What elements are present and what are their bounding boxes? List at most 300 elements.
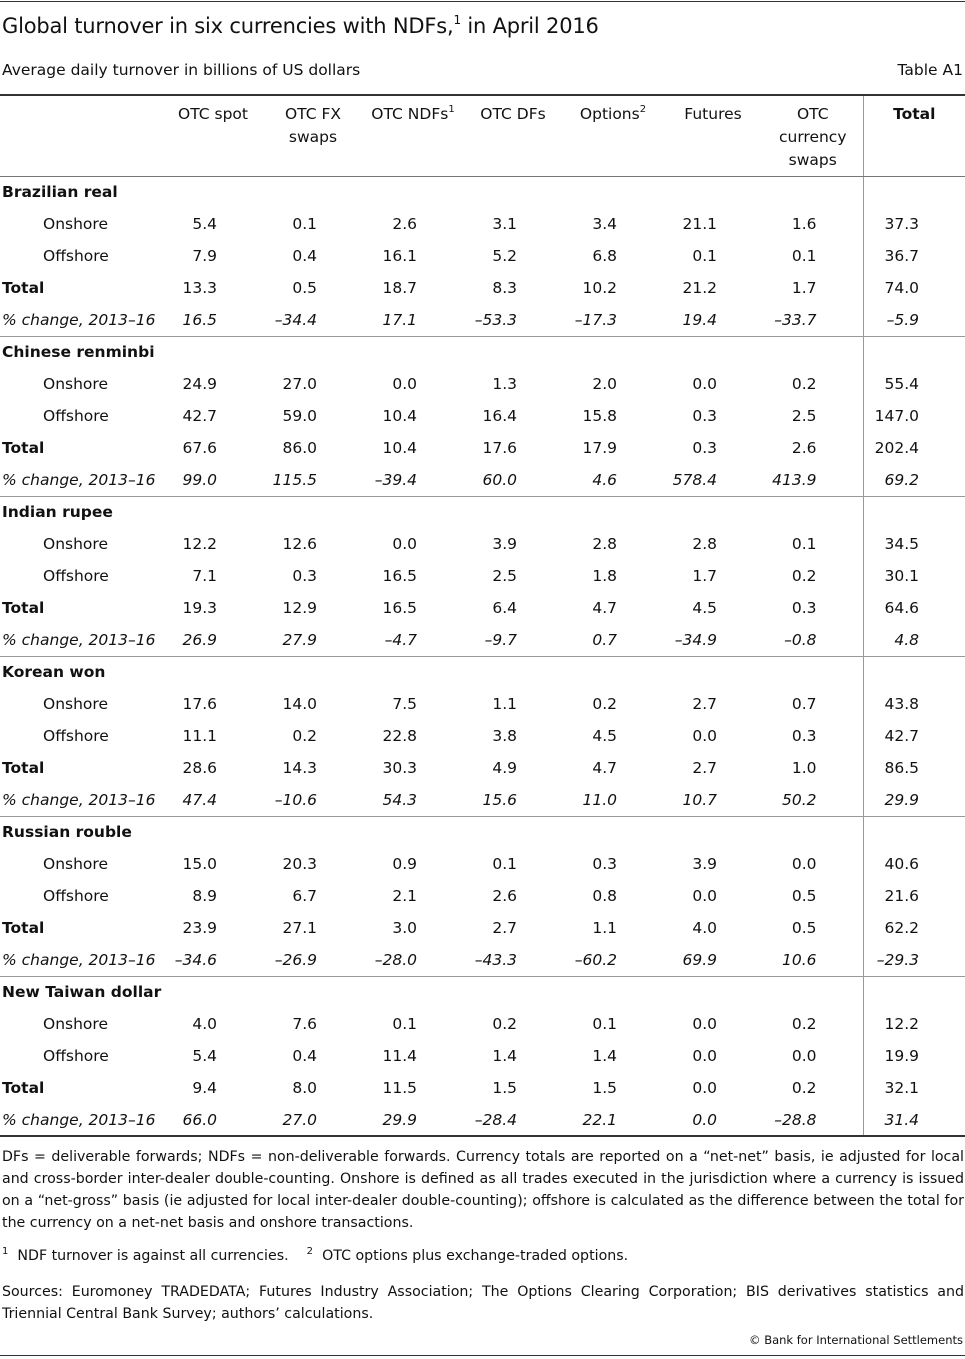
value-cell: 11.4 (382, 1047, 417, 1065)
value-cell: 1.5 (492, 1079, 517, 1097)
total-row (0, 912, 965, 944)
row-label: Offshore (43, 567, 109, 585)
value-cell: 0.2 (791, 1015, 817, 1033)
currency-name: Russian rouble (2, 823, 132, 842)
total-cell: 86.5 (863, 752, 965, 784)
column-header (863, 95, 965, 176)
empty-cell (263, 656, 363, 688)
value-cell: 3.8 (492, 727, 517, 745)
total-cell: 55.4 (863, 368, 965, 400)
value-cell: 0.1 (791, 535, 817, 553)
value-cell: 1.4 (592, 1047, 617, 1065)
table-header-row (0, 95, 965, 176)
value-cell: 0.3 (692, 439, 717, 457)
value-cell: 0.0 (692, 1047, 717, 1065)
value-cell: 29.9 (363, 1104, 463, 1136)
empty-cell (163, 176, 263, 208)
value-cell: 13.3 (182, 279, 217, 297)
total-cell: 42.7 (863, 720, 965, 752)
bottom-rule (0, 1355, 965, 1356)
value-cell: 16.5 (163, 304, 263, 336)
page-subtitle: Average daily turnover in billions of US dollars (2, 61, 361, 79)
row-label: % change, 2013–16 (0, 1104, 163, 1136)
value-cell: 50.2 (763, 784, 863, 816)
empty-cell (363, 496, 463, 528)
value-cell: 4.5 (692, 599, 717, 617)
column-header (563, 95, 663, 176)
value-cell: 0.0 (692, 887, 717, 905)
empty-cell (863, 336, 965, 368)
value-cell: 0.0 (692, 1079, 717, 1097)
total-cell: 21.6 (863, 880, 965, 912)
value-cell: 4.6 (563, 464, 663, 496)
empty-cell (763, 656, 863, 688)
empty-cell (563, 176, 663, 208)
footnote-text: OTC options plus exchange-traded options. (322, 1248, 629, 1264)
total-cell: 40.6 (863, 848, 965, 880)
value-cell: 2.5 (492, 567, 517, 585)
row-label: Offshore (43, 407, 109, 425)
row-label: % change, 2013–16 (0, 464, 163, 496)
value-cell: 10.7 (663, 784, 763, 816)
value-cell: 59.0 (282, 407, 317, 425)
footnotes (2, 1248, 628, 1264)
value-cell: 0.0 (692, 375, 717, 393)
value-cell: 7.9 (192, 247, 217, 265)
value-cell: 0.2 (791, 1079, 817, 1097)
currency-name: Brazilian real (2, 183, 118, 202)
table-notes: DFs = deliverable forwards; NDFs = non-deliverable forwards. Currency totals are reported on a “net-net” basis, ie adjusted for local and cross-border inter-dealer double-counting. Onshore is defined as all trades executed in the jurisdiction where a currency is issued on a “net-gross” basis (ie adjusted for local inter-dealer double-counting); offshore is calculated as the difference between the total for the currency on a net-net basis and onshore transactions. (2, 1149, 964, 1231)
column-header-label: OTC FX swaps (284, 105, 342, 146)
empty-cell (263, 976, 363, 1008)
value-cell: 18.7 (382, 279, 417, 297)
column-footnote-marker: 1 (448, 104, 455, 115)
column-header-label: OTC NDFs (371, 105, 449, 123)
row-label: Offshore (43, 1047, 109, 1065)
value-cell: –43.3 (463, 944, 563, 976)
empty-cell (863, 816, 965, 848)
total-cell: 32.1 (863, 1072, 965, 1104)
value-cell: –26.9 (263, 944, 363, 976)
value-cell: 4.5 (592, 727, 617, 745)
empty-cell (263, 176, 363, 208)
empty-cell (163, 656, 263, 688)
empty-cell (263, 496, 363, 528)
value-cell: 7.1 (192, 567, 217, 585)
onshore-row (0, 528, 965, 560)
value-cell: 3.0 (392, 919, 417, 937)
value-cell: 4.0 (692, 919, 717, 937)
row-label: Total (2, 1079, 45, 1097)
value-cell: 413.9 (763, 464, 863, 496)
turnover-table (0, 94, 965, 1137)
value-cell: 1.6 (791, 215, 817, 233)
value-cell: –60.2 (563, 944, 663, 976)
value-cell: 1.7 (692, 567, 717, 585)
value-cell: 16.5 (382, 567, 417, 585)
value-cell: 0.2 (292, 727, 317, 745)
value-cell: 17.6 (482, 439, 517, 457)
row-label: Onshore (43, 855, 108, 873)
value-cell: 27.0 (263, 1104, 363, 1136)
empty-cell (763, 176, 863, 208)
empty-cell (663, 976, 763, 1008)
onshore-row (0, 368, 965, 400)
value-cell: 0.0 (791, 1047, 817, 1065)
value-cell: 4.0 (192, 1015, 217, 1033)
pct-change-row (0, 464, 965, 496)
footnote-marker: 1 (2, 1246, 9, 1257)
total-row (0, 592, 965, 624)
value-cell: 27.0 (282, 375, 317, 393)
total-row (0, 272, 965, 304)
value-cell: 0.1 (292, 215, 317, 233)
value-cell: 9.4 (192, 1079, 217, 1097)
value-cell: 12.9 (282, 599, 317, 617)
empty-cell (563, 336, 663, 368)
value-cell: 0.3 (692, 407, 717, 425)
value-cell: 1.8 (592, 567, 617, 585)
empty-cell (163, 336, 263, 368)
column-header-label: OTC currency swaps (778, 105, 847, 169)
value-cell: 14.0 (282, 695, 317, 713)
offshore-row (0, 400, 965, 432)
row-label: % change, 2013–16 (0, 624, 163, 656)
value-cell: 0.3 (292, 567, 317, 585)
value-cell: 0.0 (791, 855, 817, 873)
value-cell: 16.1 (382, 247, 417, 265)
title-footnote-marker: 1 (453, 13, 461, 27)
currency-name: Chinese renminbi (2, 343, 155, 362)
value-cell: 0.1 (492, 855, 517, 873)
empty-cell (763, 976, 863, 1008)
empty-cell (563, 656, 663, 688)
value-cell: 0.0 (663, 1104, 763, 1136)
column-header-label: Total (893, 105, 936, 123)
value-cell: –39.4 (363, 464, 463, 496)
empty-cell (663, 336, 763, 368)
value-cell: 0.4 (292, 247, 317, 265)
value-cell: 1.4 (492, 1047, 517, 1065)
total-row (0, 752, 965, 784)
value-cell: 6.7 (292, 887, 317, 905)
value-cell: 2.6 (392, 215, 417, 233)
empty-cell (363, 816, 463, 848)
column-header (463, 95, 563, 176)
value-cell: 0.5 (292, 279, 317, 297)
total-cell: 4.8 (863, 624, 965, 656)
value-cell: 14.3 (282, 759, 317, 777)
value-cell: 23.9 (182, 919, 217, 937)
value-cell: 30.3 (382, 759, 417, 777)
total-cell: 34.5 (863, 528, 965, 560)
column-header (163, 95, 263, 176)
value-cell: 1.5 (592, 1079, 617, 1097)
empty-cell (663, 176, 763, 208)
currency-name: Indian rupee (2, 503, 113, 522)
empty-cell (163, 976, 263, 1008)
sources: Sources: Euromoney TRADEDATA; Futures Industry Association; The Options Clearing Corporation; BIS derivatives statistics and Triennial Central Bank Survey; authors’ calculations. (2, 1284, 964, 1322)
value-cell: 54.3 (363, 784, 463, 816)
row-label: Total (2, 439, 45, 457)
value-cell: 5.2 (492, 247, 517, 265)
empty-cell (463, 976, 563, 1008)
total-cell: 31.4 (863, 1104, 965, 1136)
offshore-row (0, 1040, 965, 1072)
empty-cell (863, 176, 965, 208)
value-cell: 42.7 (182, 407, 217, 425)
value-cell: 22.8 (382, 727, 417, 745)
empty-cell (663, 656, 763, 688)
value-cell: 578.4 (663, 464, 763, 496)
total-cell: 64.6 (863, 592, 965, 624)
currency-group-row (0, 496, 965, 528)
value-cell: –28.0 (363, 944, 463, 976)
value-cell: 0.7 (791, 695, 817, 713)
value-cell: 0.8 (592, 887, 617, 905)
value-cell: 3.9 (692, 855, 717, 873)
row-label: % change, 2013–16 (0, 944, 163, 976)
value-cell: 10.4 (382, 407, 417, 425)
value-cell: –33.7 (763, 304, 863, 336)
value-cell: 10.2 (582, 279, 617, 297)
empty-cell (763, 816, 863, 848)
value-cell: 7.5 (392, 695, 417, 713)
value-cell: 22.1 (563, 1104, 663, 1136)
top-rule (0, 1, 965, 2)
total-cell: 19.9 (863, 1040, 965, 1072)
offshore-row (0, 720, 965, 752)
footnote-text: NDF turnover is against all currencies. (17, 1248, 289, 1264)
value-cell: 2.8 (592, 535, 617, 553)
row-label: Onshore (43, 375, 108, 393)
currency-group-row (0, 816, 965, 848)
total-cell: 147.0 (863, 400, 965, 432)
total-cell: 36.7 (863, 240, 965, 272)
value-cell: 60.0 (463, 464, 563, 496)
value-cell: 5.4 (192, 1047, 217, 1065)
empty-cell (763, 496, 863, 528)
empty-cell (163, 816, 263, 848)
row-label: Onshore (43, 215, 108, 233)
value-cell: –4.7 (363, 624, 463, 656)
offshore-row (0, 880, 965, 912)
value-cell: 2.1 (392, 887, 417, 905)
value-cell: 21.1 (682, 215, 717, 233)
value-cell: 3.9 (492, 535, 517, 553)
total-cell: –5.9 (863, 304, 965, 336)
empty-cell (563, 976, 663, 1008)
row-label: Offshore (43, 247, 109, 265)
page-title: Global turnover in six currencies with NDFs,$^1$ in April 2016 (2, 13, 599, 38)
empty-cell (863, 496, 965, 528)
value-cell: 0.3 (791, 599, 817, 617)
row-label: Onshore (43, 535, 108, 553)
total-cell: 62.2 (863, 912, 965, 944)
footnote-marker: 2 (306, 1246, 314, 1257)
empty-cell (363, 656, 463, 688)
onshore-row (0, 688, 965, 720)
value-cell: 10.6 (763, 944, 863, 976)
empty-cell (563, 816, 663, 848)
total-cell: 29.9 (863, 784, 965, 816)
value-cell: 0.1 (392, 1015, 417, 1033)
value-cell: 66.0 (163, 1104, 263, 1136)
value-cell: 8.9 (192, 887, 217, 905)
pct-change-row (0, 784, 965, 816)
row-label: Onshore (43, 1015, 108, 1033)
value-cell: 5.4 (192, 215, 217, 233)
pct-change-row (0, 624, 965, 656)
value-cell: 16.5 (382, 599, 417, 617)
empty-cell (763, 336, 863, 368)
value-cell: 17.1 (363, 304, 463, 336)
copyright: © Bank for International Settlements (749, 1333, 963, 1347)
value-cell: 1.3 (492, 375, 517, 393)
value-cell: 0.1 (692, 247, 717, 265)
empty-cell (263, 336, 363, 368)
total-cell: –29.3 (863, 944, 965, 976)
value-cell: 0.5 (791, 887, 817, 905)
row-label: Total (2, 599, 45, 617)
total-cell: 30.1 (863, 560, 965, 592)
table-body (0, 176, 965, 1136)
value-cell: 0.2 (791, 375, 817, 393)
empty-cell (163, 496, 263, 528)
value-cell: 26.9 (163, 624, 263, 656)
empty-cell (463, 656, 563, 688)
value-cell: 2.7 (492, 919, 517, 937)
currency-name: Korean won (2, 663, 106, 682)
total-cell: 69.2 (863, 464, 965, 496)
value-cell: 2.8 (692, 535, 717, 553)
row-label: Total (2, 919, 45, 937)
table-id: Table A1 (897, 61, 963, 79)
row-label: Onshore (43, 695, 108, 713)
column-header (363, 95, 463, 176)
value-cell: 10.4 (382, 439, 417, 457)
row-label: Total (2, 759, 45, 777)
value-cell: 1.0 (791, 759, 817, 777)
value-cell: 6.4 (492, 599, 517, 617)
value-cell: –28.8 (763, 1104, 863, 1136)
value-cell: 0.0 (392, 375, 417, 393)
value-cell: 11.0 (563, 784, 663, 816)
value-cell: 2.0 (592, 375, 617, 393)
value-cell: 0.5 (791, 919, 817, 937)
row-label: Offshore (43, 727, 109, 745)
empty-cell (463, 176, 563, 208)
value-cell: 0.0 (392, 535, 417, 553)
value-cell: 115.5 (263, 464, 363, 496)
value-cell: 1.7 (791, 279, 817, 297)
value-cell: 12.2 (182, 535, 217, 553)
row-label: Offshore (43, 887, 109, 905)
value-cell: 17.9 (582, 439, 617, 457)
value-cell: 0.1 (592, 1015, 617, 1033)
value-cell: 0.0 (692, 1015, 717, 1033)
value-cell: 11.1 (182, 727, 217, 745)
onshore-row (0, 848, 965, 880)
value-cell: 0.3 (592, 855, 617, 873)
value-cell: 99.0 (163, 464, 263, 496)
value-cell: –53.3 (463, 304, 563, 336)
value-cell: 1.1 (492, 695, 517, 713)
column-header-label: Futures (684, 105, 742, 123)
value-cell: 21.2 (682, 279, 717, 297)
value-cell: 0.0 (692, 727, 717, 745)
empty-cell (263, 816, 363, 848)
value-cell: 4.7 (592, 759, 617, 777)
empty-cell (363, 976, 463, 1008)
value-cell: 19.4 (663, 304, 763, 336)
value-cell: 2.6 (492, 887, 517, 905)
value-cell: 24.9 (182, 375, 217, 393)
total-cell: 74.0 (863, 272, 965, 304)
onshore-row (0, 1008, 965, 1040)
empty-cell (563, 496, 663, 528)
value-cell: –28.4 (463, 1104, 563, 1136)
value-cell: 15.8 (582, 407, 617, 425)
total-cell: 202.4 (863, 432, 965, 464)
pct-change-row (0, 304, 965, 336)
value-cell: 69.9 (663, 944, 763, 976)
value-cell: 2.7 (692, 695, 717, 713)
currency-group-row (0, 656, 965, 688)
value-cell: 27.1 (282, 919, 317, 937)
value-cell: –34.4 (263, 304, 363, 336)
row-label: Total (2, 279, 45, 297)
value-cell: 8.3 (492, 279, 517, 297)
value-cell: –0.8 (763, 624, 863, 656)
empty-cell (463, 496, 563, 528)
row-label: % change, 2013–16 (0, 304, 163, 336)
currency-group-row (0, 336, 965, 368)
empty-cell (363, 336, 463, 368)
currency-name: New Taiwan dollar (2, 983, 162, 1002)
total-cell: 43.8 (863, 688, 965, 720)
value-cell: 11.5 (382, 1079, 417, 1097)
empty-cell (663, 496, 763, 528)
value-cell: 20.3 (282, 855, 317, 873)
value-cell: 27.9 (263, 624, 363, 656)
value-cell: 3.1 (492, 215, 517, 233)
value-cell: 1.1 (592, 919, 617, 937)
column-header (763, 95, 863, 176)
value-cell: 19.3 (182, 599, 217, 617)
column-header-label: OTC DFs (480, 105, 546, 123)
total-row (0, 432, 965, 464)
empty-cell (463, 816, 563, 848)
value-cell: –34.6 (163, 944, 263, 976)
pct-change-row (0, 1104, 965, 1136)
empty-cell (363, 176, 463, 208)
value-cell: 2.7 (692, 759, 717, 777)
total-cell: 12.2 (863, 1008, 965, 1040)
column-header-label: Options (579, 105, 640, 123)
value-cell: 0.2 (492, 1015, 517, 1033)
value-cell: –34.9 (663, 624, 763, 656)
column-header-label: OTC spot (178, 105, 248, 123)
value-cell: 7.6 (292, 1015, 317, 1033)
column-header (663, 95, 763, 176)
value-cell: 0.2 (592, 695, 617, 713)
total-row (0, 1072, 965, 1104)
empty-cell (663, 816, 763, 848)
currency-group-row (0, 176, 965, 208)
pct-change-row (0, 944, 965, 976)
value-cell: 16.4 (482, 407, 517, 425)
